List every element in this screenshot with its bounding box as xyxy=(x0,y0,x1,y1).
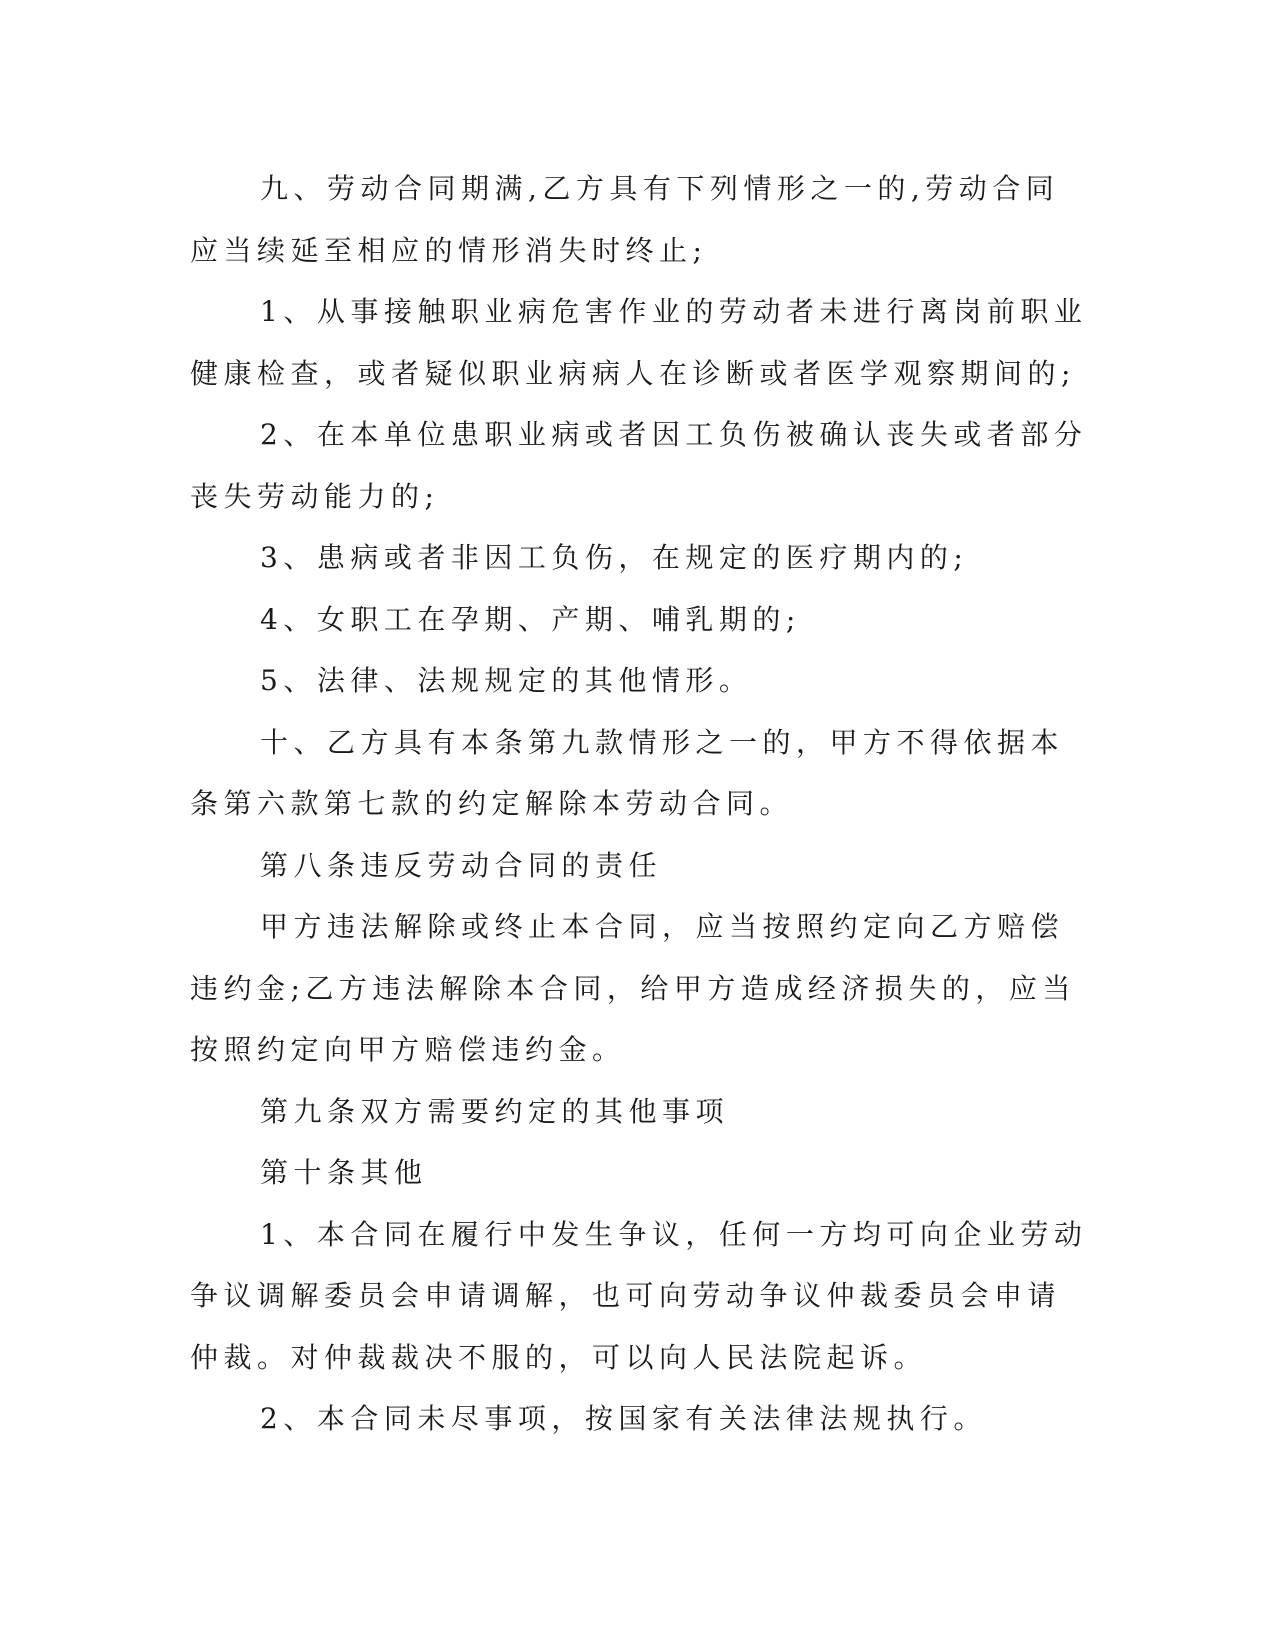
heading-article-ten: 第十条其他 xyxy=(260,1156,428,1189)
paragraph-dispute-item-1: 1、本合同在履行中发生争议，任何一方均可向企业劳动争议调解委员会申请调解，也可向劳动争议仲裁委员会申请仲裁。对仲裁裁决不服的，可以向人民法院起诉。 xyxy=(190,1217,1088,1374)
paragraph-clause-ten: 十、乙方具有本条第九款情形之一的，甲方不得依据本条第六款第七款的约定解除本劳动合同。 xyxy=(190,725,1065,820)
document-body xyxy=(190,158,1090,1450)
paragraph-item-4: 4、女职工在孕期、产期、哺乳期的; xyxy=(260,602,801,636)
paragraph-clause-nine: 九、劳动合同期满,乙方具有下列情形之一的,劳动合同应当续延至相应的情形消失时终止; xyxy=(190,172,1060,267)
paragraph-liability: 甲方违法解除或终止本合同，应当按照约定向乙方赔偿违约金;乙方违法解除本合同，给甲方造成经济损失的，应当按照约定向甲方赔偿违约金。 xyxy=(190,910,1076,1066)
heading-article-nine: 第九条双方需要约定的其他事项 xyxy=(260,1094,730,1128)
paragraph-item-2: 2、在本单位患职业病或者因工负伤被确认丧失或者部分丧失劳动能力的; xyxy=(190,418,1088,513)
heading-article-eight: 第八条违反劳动合同的责任 xyxy=(260,848,663,882)
paragraph-item-5: 5、法律、法规规定的其他情形。 xyxy=(260,664,753,697)
paragraph-item-3: 3、患病或者非因工负伤，在规定的医疗期内的; xyxy=(260,541,969,574)
paragraph-item-1: 1、从事接触职业病危害作业的劳动者未进行离岗前职业健康检查，或者疑似职业病病人在诊断或者医学观察期间的; xyxy=(190,295,1088,390)
paragraph-dispute-item-2: 2、本合同未尽事项，按国家有关法律法规执行。 xyxy=(260,1402,987,1435)
